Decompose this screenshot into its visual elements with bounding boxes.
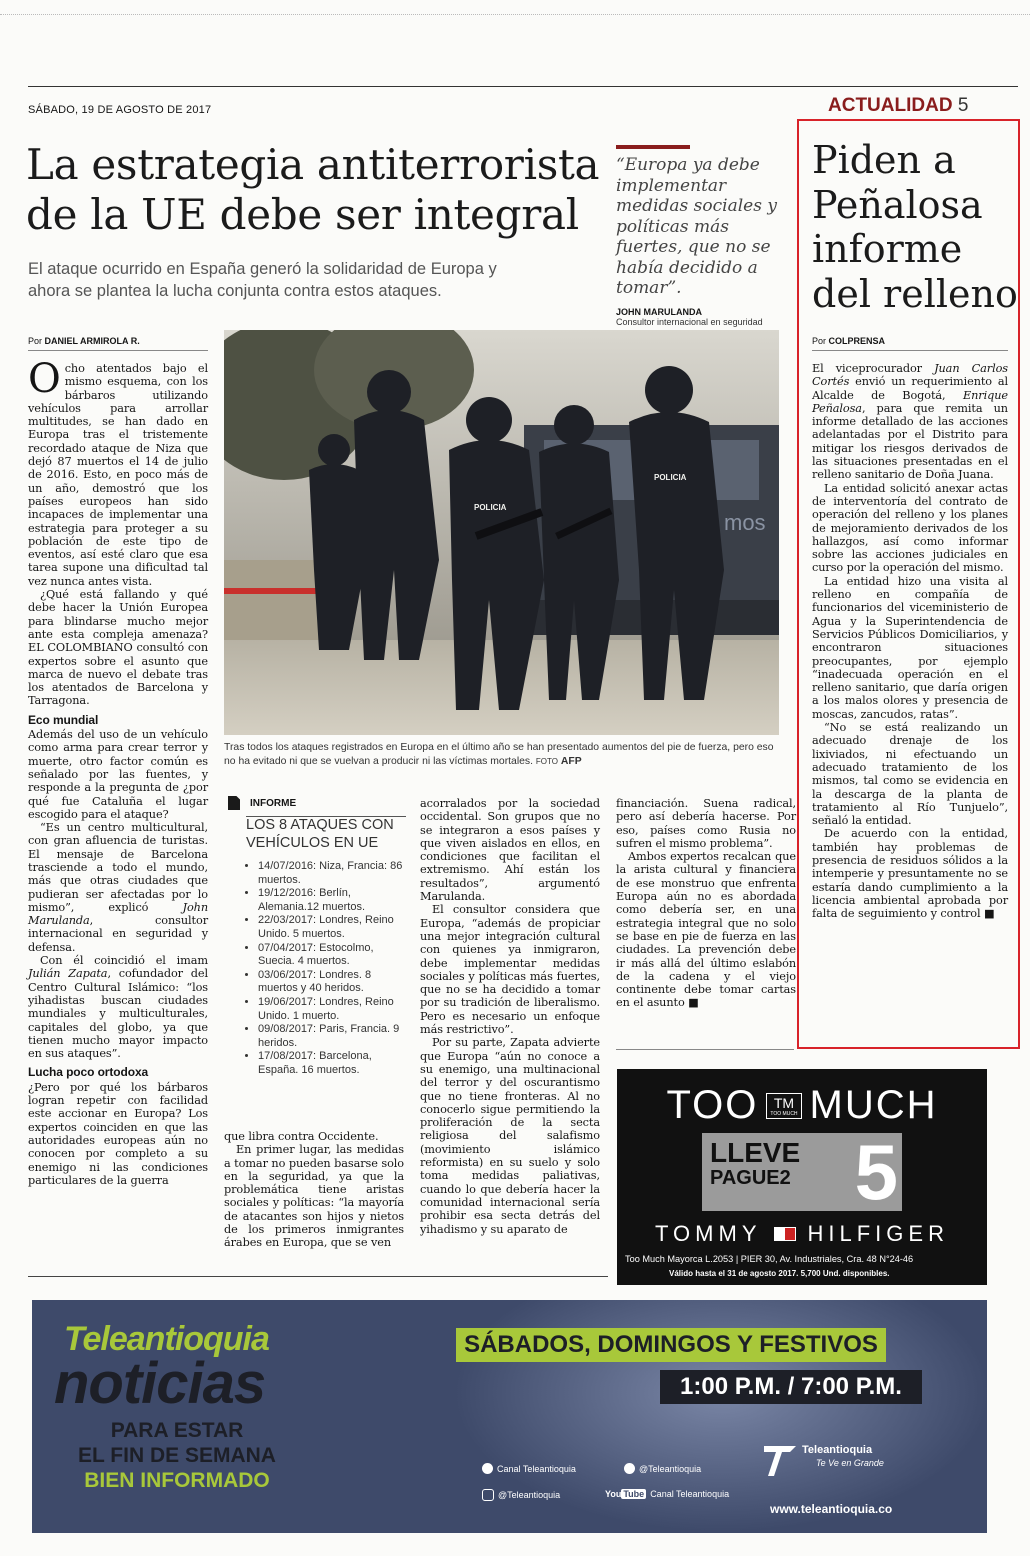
ad-teleantioquia[interactable] [32,1300,987,1533]
article-paragraph: Con él coincidió el imam Julián Zapata, cofundador del Centro Cultural Islámico: “los yihadistas buscan ciudades mundiales y multiculturales, capitales del globo, ya que tienen mucho mayor impacto en sus ataques”. [28,954,208,1061]
article-paragraph: Ambos expertos recalcan que la arista cultural y financiera de ese monstruo que enfrenta Europa aún no es abordada como debería ser, en una estrategia integral que no solo se base en pie de fuerza en las ciudades. La prevención debe ir más allá del último eslabón de la cadena y el viejo continente debe tomar cartas en el asunto ■ [616,850,796,1010]
instagram-icon [482,1489,494,1501]
photo-credit-label: FOTO [535,756,558,766]
photo-caption: Tras todos los ataques registrados en Europa en el último año se han presentado aumentos del pie de fuerza, pero eso no ha evitado ni que se vuelvan a producir ni las víctimas mortales. FOTO AFP [224,742,774,767]
tommy-row [617,1221,987,1247]
byline-rule [28,350,208,351]
social-twitter[interactable]: @Teleantioquia [624,1463,701,1474]
deck-line1: El ataque ocurrido en España generó la solidaridad de Europa y [28,260,497,278]
page-bottom-rule [28,1276,608,1277]
offer-pague-num: 2 [779,1167,791,1189]
list-item: • 07/04/2017: Estocolmo, Suecia. 4 muertos. [258,942,406,969]
police-photo-illustration [224,330,779,735]
section-label: ACTUALIDAD [828,95,953,116]
list-item: • 22/03/2017: Londres, Reino Unido. 5 muertos. [258,914,406,941]
article-paragraph: “No se está realizando un adecuado drenaje de los lixiviados, ni efectuando un adecuado tratamiento de los mismos, tal como se evidencia en la descarga de la planta de tratamiento al Río Tunjuelo”, señaló la entidad. [812,721,1008,828]
side-column [812,362,1008,920]
main-column-1 [28,356,208,1187]
subhead-lucha: Lucha poco ortodoxa [28,1065,149,1080]
article-paragraph: La entidad solicitó anexar actas de interventoría del contrato de operación del relleno y los planes de mejoramiento derivados de los hallazgos, así como informar sobre las acciones judiciales en curso por la operación del mismo. [812,481,1008,575]
side-headline-line4: del relleno [812,271,1018,316]
main-column-4 [616,797,796,1010]
list-item: • 17/08/2017: Barcelona, España. 16 muertos. [258,1050,406,1077]
article-paragraph: Ocho atentados bajo el mismo esquema, con los bárbaros utilizando vehículos para arrollar multitudes, se han dado en Europa tras el tristemente recordado ataque de Niza que dejó 87 muertos el 14 de julio de 2016. Esto, en poco más de un año, demostró que los países europeos han sido incapaces de implementar una estrategia para proteger a su población de este tipo de eventos, así esté claro que esa tarea supone una dificultad tal vez nunca antes vista. [28,356,208,588]
brand-hilfiger: HILFIGER [807,1221,949,1246]
pullquote-text: “Europa ya debe implementar medidas sociales y políticas más fuertes, que no se había decidido a tomar”. [616,155,777,298]
list-item: • 19/06/2017: Londres, Reino Unido. 1 muerto. [258,996,406,1023]
headline-line2: de la UE debe ser integral [26,190,579,239]
header-date: SÁBADO, 19 DE AGOSTO DE 2017 [28,104,212,116]
headline-line1: La estrategia antiterrorista [26,140,600,189]
offer-box [702,1128,902,1216]
main-deck [28,258,497,302]
tagline-1: PARA ESTAR [110,1419,244,1442]
photo-credit: AFP [560,755,582,767]
byline-name: DANIEL ARMIROLA R. [44,336,140,346]
deck-line2: ahora se plantea la lucha conjunta contra estos ataques. [28,282,442,300]
end-mark: ■ [688,996,699,1010]
list-item: • 09/08/2017: Paris, Francia. 9 heridos. [258,1023,406,1050]
infobox [228,796,406,1078]
ad-address: Too Much Mayorca L.2053 | PIER 30, Av. Industriales, Cra. 48 N°24-46 [625,1254,914,1264]
ta-logo-icon [760,1440,800,1480]
column-rule [616,1049,794,1050]
article-paragraph: acorralados por la sociedad occidental. Son grupos que no se integraron a esos países y que viven aislados en ellos, en condiciones que facilitan el extremismo. Ahí están los resultados”, argumentó Marulanda. [420,797,600,904]
side-byline-rule [812,350,1008,351]
main-headline [26,140,599,240]
ad-toomuch[interactable] [617,1069,987,1285]
article-paragraph: financiación. Suena radical, pero así debería hacerse. Por eso, países como Rusia no sufren el mismo problema”. [616,797,796,850]
tagline-2: EL FIN DE SEMANA [78,1444,276,1467]
tele-brand-name: Teleantioquia [802,1444,873,1456]
header-section [828,95,968,117]
list-item: • 14/07/2016: Niza, Francia: 86 muertos. [258,860,406,887]
svg-text:mos: mos [724,510,766,535]
subhead-eco-mundial: Eco mundial [28,712,99,727]
infobox-label: INFORME [250,797,297,809]
news-photo [224,330,779,735]
infobox-title: LOS 8 ATAQUES CON VEHÍCULOS EN UE [246,817,394,851]
article-paragraph: El consultor considera que Europa, “además de propiciar una mejor integración cultural con quienes ya inmigraron, debe implementar medidas sociales y políticas más fuertes, que no se ha decidido a tomar por su tradición de liberalismo. Pero es necesario un enfoque más restrictivo”. [420,903,600,1037]
offer-line1: LLEVE [710,1137,801,1168]
article-paragraph: De acuerdo con la entidad, también hay problemas de presencia de residuos sólidos a la intemperie y presuntamente no se estaría dando cumplimiento a la licencia ambiental aprobada por falta de seguimiento y control ■ [812,827,1008,921]
infobox-list [246,860,406,1078]
list-item: • 03/06/2017: Londres. 8 muertos y 40 heridos. [258,969,406,996]
document-icon [228,796,240,810]
offer-text [710,1139,800,1189]
article-paragraph: ¿Qué está fallando y qué debe hacer la Unión Europea para blindarse mucho mejor ante esta compleja amenaza? EL COLOMBIANO consultó con expertos sobre el asunto que marca de nuevo el debate tras los atentados de Barcelona y Tarragona. [28,588,208,708]
social-youtube[interactable]: You Tube Canal Teleantioquia [605,1489,730,1499]
article-paragraph: En primer lugar, las medidas a tomar no pueden basarse solo en la seguridad, ya que la problemática tiene aristas sociales y políticas: “la mayoría de atacantes son hijos y nietos de los primeros inmigrantes árabes en Europa, que se ven [224,1143,404,1250]
brand-tommy: TOMMY [655,1221,762,1246]
infobox-rule [246,816,406,817]
tele-tagline [72,1418,282,1493]
side-headline-line3: informe [812,227,963,271]
facebook-icon [482,1463,493,1474]
brand-much: MUCH [809,1083,938,1127]
drop-cap: O [28,356,61,402]
svg-text:POLICIA: POLICIA [474,503,507,512]
list-item: • 19/12/2016: Berlín, Alemania.12 muertos. [258,887,406,914]
pullquote [616,155,786,327]
social-facebook[interactable]: Canal Teleantioquia [482,1463,576,1474]
ad-validity: Válido hasta el 31 de agosto 2017. 5,700 Und. disponibles. [669,1269,890,1278]
article-paragraph: ¿Pero por qué los bárbaros logran repetir con facilidad este accionar en Europa? Los expertos coinciden en que las autoridades europeas aún no conocen por completo a su enemigo ni las condiciones particulares de la guerra [28,1080,208,1187]
header-rule [28,86,1018,87]
end-mark: ■ [983,907,995,921]
schedule-days: SÁBADOS, DOMINGOS Y FESTIVOS [456,1328,886,1362]
schedule-times: 1:00 P.M. / 7:00 P.M. [660,1370,922,1404]
pullquote-role: Consultor internacional en seguridad [616,316,763,327]
infobox-header [228,796,406,810]
social-instagram[interactable]: @Teleantioquia [482,1489,560,1501]
offer-line2: PAGUE [710,1167,780,1189]
tele-brand-logo [760,1440,800,1480]
side-byline-name: COLPRENSA [828,336,886,346]
tommy-flag-icon [774,1227,796,1241]
main-column-2 [224,1130,404,1250]
brand-too: TOO [666,1083,759,1127]
scan-edge [0,0,1030,15]
tele-logo-big: noticias [54,1351,266,1416]
article-paragraph: Por su parte, Zapata advierte que Europa “aún no conoce a su enemigo, una multinacional del terror y del oscurantismo que no tiene fronteras. Al no conocerlo sigue permitiendo la proliferación de la secta religiosa del salafismo (movimiento islámico reformista) en su suelo y solo toma medidas paliativas, cuando lo que debería hacer la comunidad internacional sería prohibir esa secta detrás del yihadismo y su aparato de [420,1036,600,1236]
tagline-3: BIEN INFORMADO [84,1469,270,1492]
main-column-3 [420,797,600,1236]
side-headline-line2: Peñalosa [812,182,983,227]
tele-logo-top: Teleantioquia [64,1320,269,1358]
article-paragraph: El viceprocurador Juan Carlos Cortés envió un requerimiento al Alcalde de Bogotá, Enrique Peñalosa, para que remita un informe detallado de las acciones adelantadas por el Distrito para mitigar los riesgos derivados de las situaciones presentadas en el relleno sanitario de Doña Juana. [812,362,1008,482]
tele-website[interactable]: www.teleantioquia.co [770,1502,893,1516]
main-byline: Por DANIEL ARMIROLA R. [28,336,140,346]
svg-text:POLICIA: POLICIA [654,473,687,482]
side-headline-line1: Piden a [812,138,956,182]
youtube-icon: You Tube [605,1489,645,1499]
ad-brand-row [617,1083,987,1128]
tele-brand-tag: Te Ve en Grande [816,1458,884,1468]
side-byline: Por COLPRENSA [812,336,886,346]
article-paragraph: “Es un centro multicultural, con gran afluencia de turistas. El mensaje de Barcelona trasciende a todo el mundo, más que otras ciudades que pudieran ser afectadas por lo mismo”, explicó John Marulanda, consultor internacional en seguridad y defensa. [28,821,208,954]
offer-big-number: 5 [854,1128,898,1216]
side-headline [812,138,1018,316]
article-paragraph: que libra contra Occidente. [224,1130,379,1143]
article-paragraph: Además del uso de un vehículo como arma para crear terror y muerte, otro factor común es señalado por las fuentes, y responde a la pregunta de ¿por qué fue Cataluña el lugar escogido para el ataque? [28,728,208,821]
pullquote-bar [616,145,690,149]
page-number: 5 [957,95,969,116]
tm-logo: TM TOO MUCH [766,1093,801,1119]
article-paragraph: La entidad hizo una visita al relleno en compañía de funcionarios del viceministerio de Agua y la Superintendencia de Servicios Públicos Domiciliarios, y encontraron situaciones preocupantes, por ejemplo “inadecuada operación en el relleno sanitario, que daría origen a los malos olores y presencia de moscas, zancudos, ratas”. [812,574,1008,721]
pullquote-name: JOHN MARULANDA [616,306,702,317]
twitter-icon [624,1463,635,1474]
